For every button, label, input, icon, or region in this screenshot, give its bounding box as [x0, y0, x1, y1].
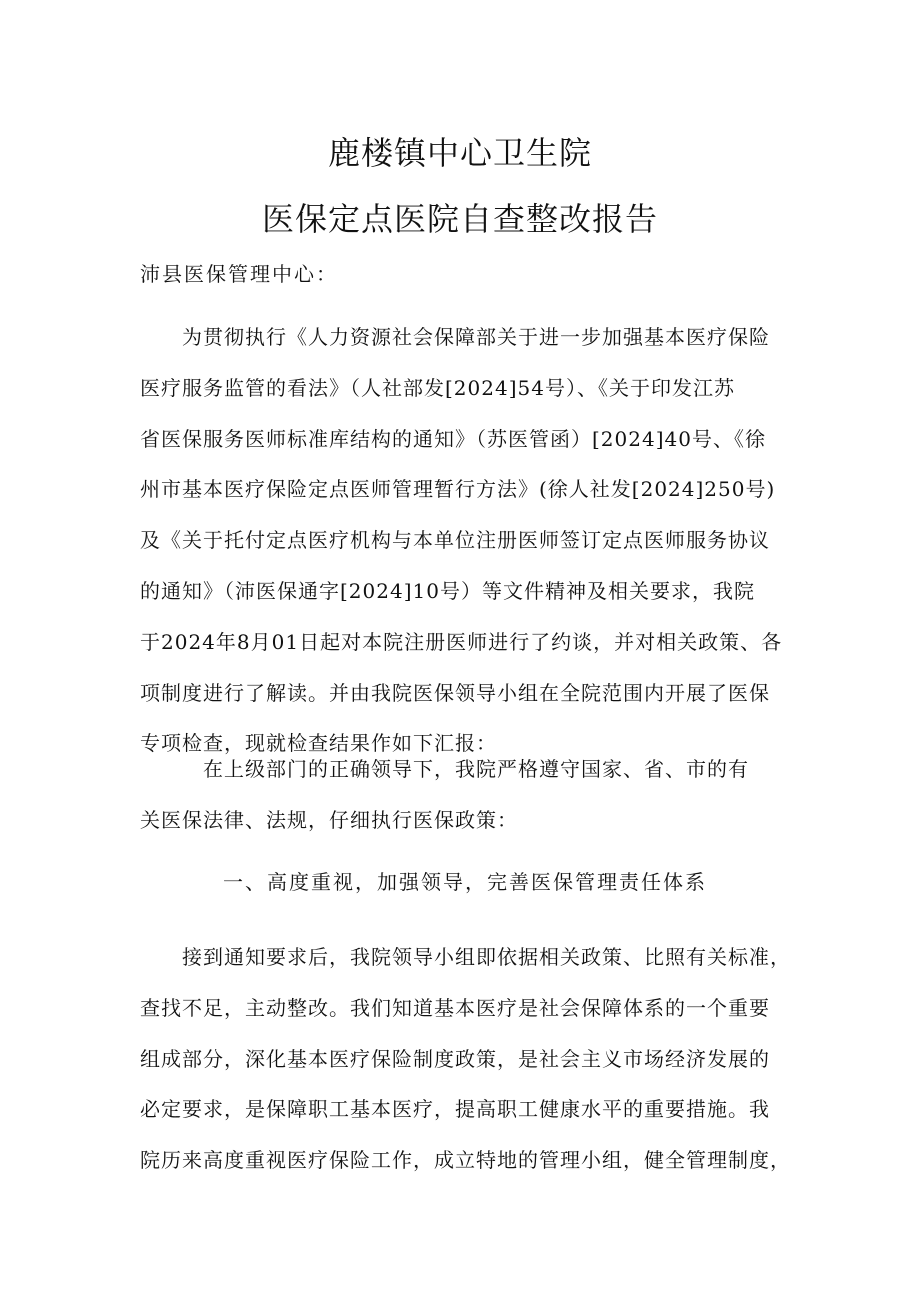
- paragraph-compliance: [140, 744, 790, 846]
- document-title-report: 医保定点医院自查整改报告: [261, 200, 658, 238]
- paragraph-line: 接到通知要求后，我院领导小组即依据相关政策、比照有关标准，: [140, 945, 791, 969]
- salutation: 沛县医保管理中心：: [140, 262, 338, 286]
- paragraph-line: 项制度进行了解读。并由我院医保领导小组在全院范围内开展了医保: [140, 680, 770, 705]
- paragraph-line: 于2024年8月01日起对本院注册医师进行了约谈，并对相关政策、各: [140, 629, 783, 654]
- paragraph-line: 的通知》（沛医保通字[2024]10号）等文件精神及相关要求，我院: [140, 578, 755, 603]
- paragraph-introduction: [140, 312, 790, 769]
- paragraph-line: 院历来高度重视医疗保险工作，成立特地的管理小组，健全管理制度，: [140, 1148, 791, 1173]
- paragraph-line: 及《关于托付定点医疗机构与本单位注册医师签订定点医师服务协议: [140, 528, 770, 553]
- paragraph-line: 关医保法律、法规，仔细执行医保政策：: [140, 807, 518, 832]
- document-title-institution: 鹿楼镇中心卫生院: [327, 134, 592, 172]
- section-heading-1: 一、高度重视，加强领导，完善医保管理责任体系: [223, 870, 707, 894]
- paragraph-line: 州市基本医疗保险定点医师管理暂行方法》(徐人社发[2024]250号): [140, 477, 776, 502]
- paragraph-line: 必定要求，是保障职工基本医疗，提高职工健康水平的重要措施。我: [140, 1097, 770, 1122]
- paragraph-line: 医疗服务监管的看法》（人社部发[2024]54号）、《关于印发江苏: [140, 375, 735, 400]
- paragraph-section-1: [140, 932, 790, 1186]
- paragraph-line: 专项检查，现就检查结果作如下汇报：: [140, 731, 497, 756]
- paragraph-line: 组成部分，深化基本医疗保险制度政策，是社会主义市场经济发展的: [140, 1046, 770, 1071]
- paragraph-line: 查找不足，主动整改。我们知道基本医疗是社会保障体系的一个重要: [140, 995, 770, 1020]
- paragraph-line: 省医保服务医师标准库结构的通知》（苏医管函）[2024]40号、《徐: [140, 426, 766, 451]
- paragraph-line: 在上级部门的正确领导下，我院严格遵守国家、省、市的有: [140, 757, 749, 781]
- paragraph-line: 为贯彻执行《人力资源社会保障部关于进一步加强基本医疗保险: [140, 325, 770, 349]
